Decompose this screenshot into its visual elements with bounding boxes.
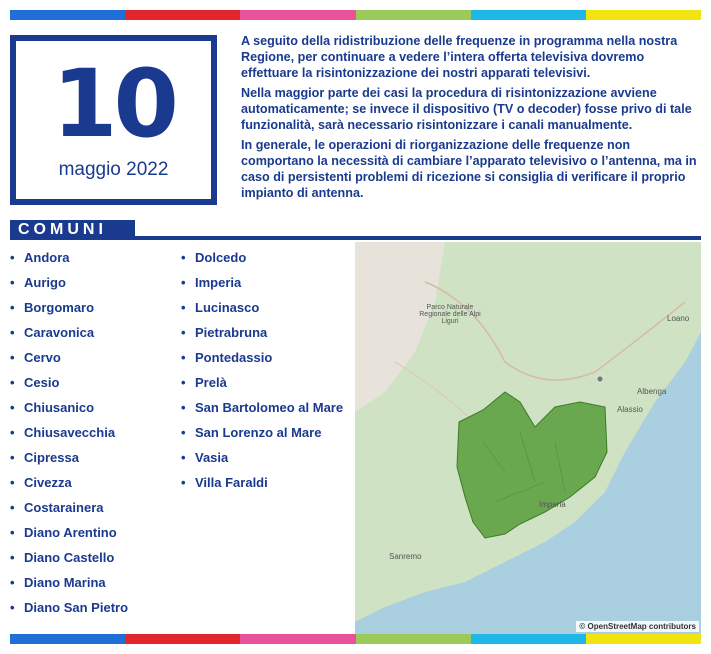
comune-list-item: • Pontedassio bbox=[181, 350, 343, 375]
stripe-segment bbox=[10, 10, 125, 20]
stripe-segment bbox=[125, 10, 240, 20]
map-label-park: Parco Naturale Regionale delle Alpi Liguri bbox=[419, 304, 481, 325]
comune-list-item: • Dolcedo bbox=[181, 250, 343, 275]
stripe-segment bbox=[10, 634, 125, 644]
comuni-list-column-1 bbox=[10, 250, 128, 625]
stripe-segment bbox=[356, 634, 471, 644]
comune-list-item: • Diano Castello bbox=[10, 550, 128, 575]
stripe-segment bbox=[586, 634, 701, 644]
comune-list-item: • Cipressa bbox=[10, 450, 128, 475]
date-box bbox=[10, 35, 217, 205]
comune-list-item: • Chiusanico bbox=[10, 400, 128, 425]
comune-list-item: • Aurigo bbox=[10, 275, 128, 300]
intro-paragraph-1: A seguito della ridistribuzione delle frequenze in programma nella nostra Regione, per continuare a vedere l’intera offerta televisiva dovremo effettuare la risintonizzazione dei nostri apparati televisivi. bbox=[241, 34, 678, 80]
comune-list-item: • Prelà bbox=[181, 375, 343, 400]
coverage-map[interactable] bbox=[355, 242, 701, 634]
date-month-year: maggio 2022 bbox=[58, 159, 169, 180]
comuni-title: COMUNI bbox=[10, 220, 135, 240]
comune-list-item: • Civezza bbox=[10, 475, 128, 500]
comune-list-item: • Diano Marina bbox=[10, 575, 128, 600]
stripe-segment bbox=[586, 10, 701, 20]
intro-text bbox=[241, 33, 701, 205]
comune-list-item: • Cesio bbox=[10, 375, 128, 400]
map-label-imperia: Imperia bbox=[539, 500, 566, 509]
map-attribution[interactable]: © OpenStreetMap contributors bbox=[576, 621, 699, 632]
comune-list-item: • San Lorenzo al Mare bbox=[181, 425, 343, 450]
map-label-sanremo: Sanremo bbox=[389, 552, 422, 561]
stripe-segment bbox=[240, 634, 355, 644]
comune-list-item: • Pietrabruna bbox=[181, 325, 343, 350]
date-day: 10 bbox=[52, 50, 175, 159]
comune-list-item: • San Bartolomeo al Mare bbox=[181, 400, 343, 425]
comuni-header bbox=[10, 220, 701, 242]
comune-list-item: • Chiusavecchia bbox=[10, 425, 128, 450]
stripe-segment bbox=[240, 10, 355, 20]
map-graphic bbox=[355, 242, 701, 634]
stripe-segment bbox=[471, 634, 586, 644]
bottom-color-stripe bbox=[10, 634, 701, 644]
map-label-loano: Loano bbox=[667, 314, 690, 323]
comune-list-item: • Costarainera bbox=[10, 500, 128, 525]
intro-paragraph-3: In generale, le operazioni di riorganizzazione delle frequenze non comportano la necessità di cambiare l’apparato televisivo o l’antenna, ma in caso di persistenti problemi di ricezione si consiglia di verificare il proprio impianto di antenna. bbox=[241, 138, 697, 200]
stripe-segment bbox=[356, 10, 471, 20]
top-color-stripe bbox=[10, 10, 701, 20]
intro-paragraph-2: Nella maggior parte dei casi la procedura di risintonizzazione avviene automaticamente; se invece il dispositivo (TV o decoder) fosse privo di tale funzionalità, sarà necessario risintonizzare i canali manualmente. bbox=[241, 86, 692, 132]
comune-list-item: • Borgomaro bbox=[10, 300, 128, 325]
comune-list-item: • Diano Arentino bbox=[10, 525, 128, 550]
comuni-list-column-2 bbox=[181, 250, 343, 500]
comune-list-item: • Vasia bbox=[181, 450, 343, 475]
comune-list-item: • Villa Faraldi bbox=[181, 475, 343, 500]
comune-list-item: • Imperia bbox=[181, 275, 343, 300]
comune-list-item: • Cervo bbox=[10, 350, 128, 375]
stripe-segment bbox=[471, 10, 586, 20]
date-box-inner bbox=[16, 41, 211, 199]
comune-list-item: • Caravonica bbox=[10, 325, 128, 350]
comune-list-item: • Lucinasco bbox=[181, 300, 343, 325]
comune-list-item: • Diano San Pietro bbox=[10, 600, 128, 625]
airport-marker-icon bbox=[598, 377, 603, 382]
comune-list-item: • Andora bbox=[10, 250, 128, 275]
stripe-segment bbox=[125, 634, 240, 644]
map-label-albenga: Albenga bbox=[637, 387, 667, 396]
map-label-alassio: Alassio bbox=[617, 405, 643, 414]
